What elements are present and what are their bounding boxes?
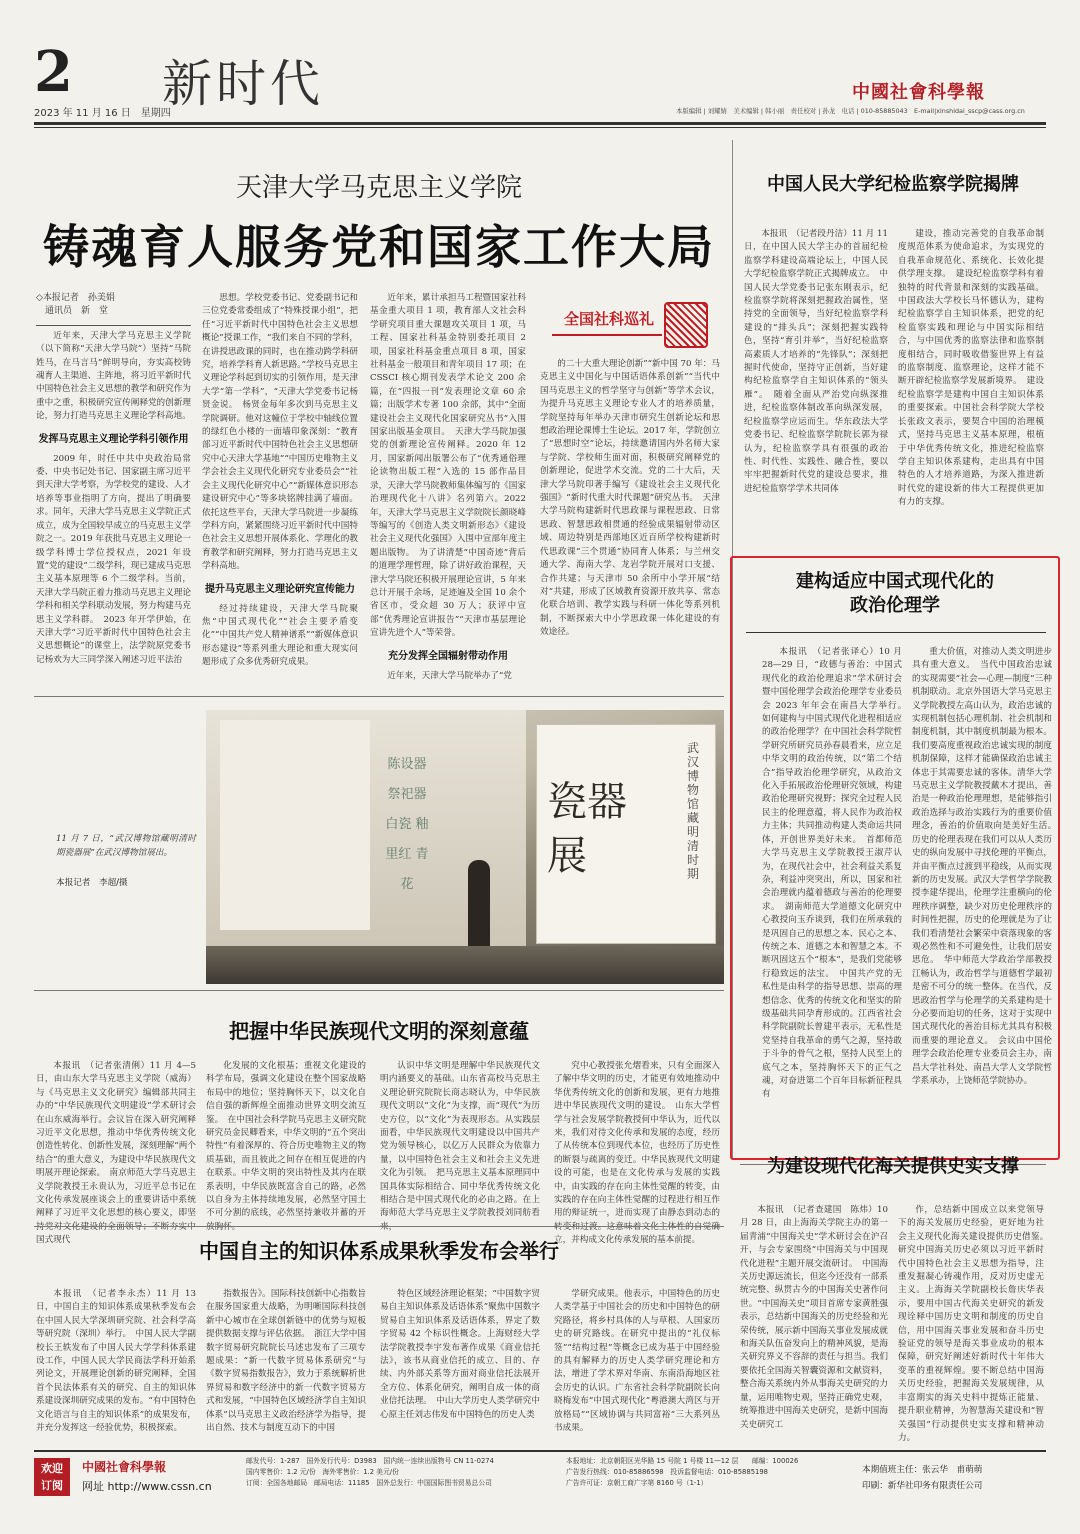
masthead-paper-name: 中國社會科學報 — [852, 82, 985, 103]
body-text: 的二十大重大理论创新”“新中国 70 年：马克思主义中国化与中国话语体系创新”“当代中国马克思主义的哲学坚守与创新”等学术会议，为提升马克思主义理论专业人才的培养质量，学院坚持每年举办天津市研究生创新论坛和思想政治理论课博士生论坛。2017 年，学院创立了“思想时空”论坛，持续邀请国内外名师大家与学院、学校师生面对面，积极研究阐释党的创新理论，促进学术交流。党的二十大后，天津大学马院印著手编写《建设社会主义现代化强国》“新时代重大时代课题”研究丛书。 天津大学马院构建新时代思政课与课程思政、日常思政、智慧思政相贯通的经验成果辐射带动区域、周边特别是西部地区近百所学校构建新时代思政课“三个贯通”协同育人体系；与兰州交通大学、海南大学、龙岩学院开展对口支援、合作共建；与天津市 50 余所中小学开展“结对”共建，形成了区域教育资源开放共享、常态化联合培训、教学实践与科研一体化等系列机制，不断探索大中小学思政课一体化建设的有效途径。 — [540, 359, 720, 638]
subhead: 提升马克思主义理论研究宣传能力 — [205, 583, 355, 595]
article-renmin — [740, 172, 1046, 552]
editor-credits: 本版编辑 | 刘耀婧 美术编辑 | 韩小丽 责任校对 | 孙龙 电话 | 010-85885043 E-mail|xinshidai_sscp@cass.org.cn — [676, 107, 1025, 115]
body-text: 作，总结新中国成立以来党领导下的海关发展历史经验，更好地为社会主义现代化海关建设提供历史借鉴。 研究中国海关历史必须以习近平新时代中国特色社会主义思想为指导，注重发掘凝心铸魂作用，反对历史虚无主义。上海海关学院副校长詹庆华表示，要用中国古代海关史研究的新发现诠释中国历史文明和制度的历史自信，用中国海关事业发展和奋斗历史验证党的领导是海关事业成功的根本保障，研究好阐述好新时代十年伟大变革的重视辉煌。要不断总结中国海关历史经验，把握海关发展规律，从丰富期实的海关史料中提炼正能量、提升职业精神，为智慧海关建设和“智关强国”行动提供史实支撑和精神动力。 — [898, 1205, 1053, 1443]
footer-info: 国内零售价：1.2 元/份 海外零售价：1.2 美元/份 — [246, 1468, 399, 1476]
exhibition-sign: 瓷器展 武汉博物馆藏明清时期 — [536, 724, 716, 944]
body-text: 2009 年，时任中共中央政治局常委、中央书记处书记、国家副主席习近平到天津大学考察，为学校党的建设、人才培养等事业指明了方向，提出了明确要求。同年，天津大学马克思主义学院正式成立，成为全国较早成立的马克思主义学院之一。2019 年获批马克思主义理论一级学科博士学位授权点，2021 年设置“党的建设”二级学科，现已建成马克思主义基本原理等 6 个二级学科。当前，天津大学马院正着力推动马克思主义理论学科和相关学科联动发展，努力构建马克思主义学科群。 2023 年开学伊始，在天津大学“习近平新时代中国特色社会主义思想概论”的课堂上，法学院原党委书记杨欢为大三同学深入阐述习近平法治 — [36, 453, 191, 665]
article-tianjin — [34, 172, 724, 692]
main-headline: 铸魂育人服务党和国家工作大局 — [43, 220, 715, 274]
body-text: 本报讯 （记者段丹洁）11 月 11 日，在中国人民大学主办的首届纪检监察学科建设高端论坛上，中国人民大学纪检监察学院正式揭牌成立。 中国人民大学党委书记张东刚表示，纪检监察学院将深刻把握政治属性，坚持党的全面领导，当好纪检监察学科建设的“排头兵”；深刻把握实践特色，坚持“育引并举”，当好纪检监察高素质人才培养的“先锋队”；深刻把握时代使命，坚持守正创新，当好建构纪检监察学自主知识体系的“领头雁”。 随着全面从严治党向纵深推进，纪检监察体制改革向纵深发展，纪检监察学应运而生。华东政法大学党委书记、纪检监察学院院长郭为禄认为，纪检监察学具有很强的政治性、时代性、实践性、融合性，要以牢牢把握新时代党的建设总要求，推进纪检监察学学术共同体 — [744, 229, 888, 494]
headline: 政治伦理学 — [850, 595, 940, 616]
body-text: 认识中华文明是理解中华民族现代文明内涵要义的基础。山东省高校马克思主义理论研究院院长商志晓认为，中华民族现代文明以“文化”为支撑，而“现代”为历史方位，以“文化”为表现形态。从实践层面看，中华民族现代文明建设以中国共产党为领导核心，以亿万人民群众为依靠力量，以中国特色社会主义和社会主义先进文化为引领。 把马克思主义基本原理同中国具体实际相结合、同中华优秀传统文化相结合是中国式现代化的必由之路。在上海师范大学马克思主义学院教授刘同舫看 — [380, 1061, 540, 1219]
kicker: 天津大学马克思主义学院 — [235, 173, 522, 203]
photo-caption: 11 月 7 日，“武汉博物馆藏明清时期瓷器展”在武汉博物馆展出。 本报记者 李超/摄 — [56, 834, 196, 888]
body-text: 指数报告》。国际科技创新中心指数旨在服务国家重大战略，为明晰国际科技创新中心城市在全球创新链中的优势与短板提供数据支撑与评估依据。 浙江大学中国数字贸易研究院院长马述忠发布了三项专题成果：“新一代数字贸易体系研究”与《数字贸易指数报告》，致力于系统解析世界贸易和数字经济中的新一代数字贸易方式和发展，“中国特色区域经济学自主知识体系”以马克思主义政治经济学为指导，提出自然、技术与制度互动下的中国 — [206, 1289, 366, 1434]
body-text: 化发展的文化根基；重视文化建设的科学布局，强调文化建设在整个国家战略布局中的地位；坚持胸怀天下，以文化自信自强的新辉煌全面推动世界文明交流互鉴。 在中国社会科学院马克思主义研究院研究员金民卿看来，中华文明的“五个突出特性”有着深厚的、符合历史唯物主义的物质基础，而且彼此之间存在相互促进的内在联系。中华文明的突出特性及其内在联系表明，中华民族既富含自己的路，必然以自身为主体持续地发展，必然坚守国土不可分割的底线，必然坚持兼收并蓄的开 — [206, 1061, 366, 1219]
footer-info: 订阅：全国各地邮局 邮局电话：11185 国外总发行：中国国际图书贸易总公司 — [246, 1479, 492, 1487]
body-text: 近年来，天津大学马院举办了“党 — [387, 670, 512, 681]
footer-paper-name: 中國社會科學報 — [82, 1460, 167, 1474]
headline: 建构适应中国式现代化的 — [796, 571, 994, 592]
article-political-ethics — [730, 556, 1060, 1160]
issue-date: 2023 年 11 月 16 日 星期四 — [34, 108, 171, 119]
section-title: 新时代 — [162, 55, 324, 113]
headline: 把握中华民族现代文明的深刻意蕴 — [229, 1019, 529, 1043]
body-text: 究中心教授张允熠看来，只有全面深入了解中华文明的历史，才能更有效地推动中华优秀传统文化的创新和发展，更有力地推进中华民族现代文明的建设。 山东大学哲学与社会发展学院教授何中华认为，近代以来，我们对待文化传承和发展的态度，经历了从传统本位到现代本位，也经历了历史性的断裂与疏离的变迁。中华民族现代文明建设的可能，也是在文化传承与发展的实践中，由实践的存在向主体性觉醒的转变，由实践的存在向主体性觉醒的过程进行相互作用的辩证统一，进而实现了由静态到动态的 立，并构成文化传承发展的基本前提。 — [554, 1061, 720, 1246]
footer — [34, 1456, 1046, 1502]
footer-info: 广告发行热线：010-85886598 投诉监督电话：010-85885198 — [566, 1468, 768, 1476]
body-text: 思想。学校党委书记、党委副书记和三位党委常委组成了“特殊授课小组”，把任“习近平新时代中国特色社会主义思想概论”授课工作，“我们来自不同的学科，在讲授思政课的同时，也在推动跨学科研究，培养学科育人新思路。”学校马克思主义理论学科起到切实的引领作用，是天津大学“第一学科”，“天津大学党委书记杨贤金说。 杨贤金每年多次到马克思主义学院调研。他对这幢位于学校中轴线位置的绿红色小楼的一面墙印象深刻：“教育部习近平新时代中国特色社会主义思想研究中心天津大学基地”“中国历史唯物主义学会社会主义现代化研究专业委员会”“社会主义现代化研究中心”“新媒体意识形态建设研究中心”等多块铭牌挂满了墙面。依托这些平台，天津大学马院进一步凝练学科方向，紧紧围绕习近平新时代中国特色社会主义思想开展体系化、学理化的教育教学和研究阐释，努力打造马克思主义学科高地。 — [202, 293, 358, 572]
body-text: 近年来，天津大学马克思主义学院（以下简称“天津大学马院”）坚持“马院姓马，在马言马”鲜明导向，夯实高校铸魂育人主渠道、主阵地，将习近平新时代中国特色社会主义思想的教学和研究作为重中之重，积极研究宣传阐释党的创新理论，努力打造马克思主义理论学科高地。 — [36, 330, 191, 422]
badge-quanguo-sheke: 全国社科巡礼 — [544, 296, 714, 356]
body-text: 本报讯 （记者张清俐）11 月 4—5 日，由山东大学马克思主义学院（威海）与《马克思主义文化研究》编辑部共同主办的“中华民族现代文明建设”学术研讨会在山东威海举行。会议旨在深入研究阐释习近平文化思想，推动中华优秀传统文化创造性转化、创新性发展，深刻理解“两个结合”的重大意义，为建设中华民族现代文明展开理论探索。 南京师范大学马克思主义学院教授王永贵认为，习近平总书记在文化传承发展座谈会上的重要讲话中系统阐释了习近平文化思想的核心要义，即坚 国式现代 — [36, 1061, 196, 1246]
masthead-rule — [34, 122, 1046, 125]
duty-editor: 本期值班主任：张云华 甫萌萌 — [862, 1465, 983, 1475]
page-number: 2 — [34, 39, 73, 105]
footer-website: 网址 http://www.cssn.cn — [82, 1480, 212, 1493]
body-text: 重大价值，对推动人类文明进步具有重大意义。 当代中国政治忠诚的实现需要“社会—心理—制度”三种机制联动。北京外国语大学马克思主义学院教授左高山认为，政治忠诚的实现机制包括心理机制、社会机制和制度机制，其中制度机制最为根本。我们要高度重视政治忠诚实现的制度机制保障，这样才能确保政治忠诚主体忠于其需要忠诚的客体。清华大学马克思主义学院教授戴木才提出，善治是一种政治伦理理想，是能够指引政治选择与政治实践行为的重要价值理念，善治的价值取向是美好生活。 历史的伦理表现在我们可以从人类历史的纵向发展中寻找伦理的平衡点，并由平衡点过渡到平稳线，从而实现新的历史发展。武汉大学哲学学院教授李建华提出，伦理学注重横向的伦理秩序调整，缺少对历史伦理秩序的时间性把握，历史的伦理就是为了让我们看清楚社会繁荣中衰落现象的客观必然性和不可避免性，让我们居安思危。 华中师范大学政治学部教授江畅认为，政治哲学与道德哲学最初是密不可分的统一整体。在当代，反思政治哲学与伦理学的关系建构是十分必要而迫切的任务，这对于实现中国式现代化的善治目标尤其具有积极而重要的理论意义。 会议由中国伦理学会政治伦理专业委员会主办，南昌大学社科处、南昌大学人文学院哲学系承办，上饶师范学院协办。 — [912, 647, 1061, 1086]
headline: 为建设现代化海关提供史实支撑 — [767, 1156, 1019, 1177]
footer-rule — [34, 1450, 1046, 1452]
byline: 通讯员 新 堂 — [36, 306, 109, 317]
footer-info: 本报地址：北京朝阳区光华路 15 号院 1 号楼 11—12 层 邮编：100026 — [566, 1457, 799, 1465]
headline: 中国人民大学纪检监察学院揭牌 — [767, 174, 1019, 195]
byline: ◇本报记者 孙美娟 — [36, 293, 115, 303]
printer: 印刷：新华社印务有限责任公司 — [862, 1481, 983, 1491]
headline: 中国自主的知识体系成果秋季发布会举行 — [199, 1239, 559, 1263]
subhead: 发挥马克思主义理论学科引领作用 — [38, 433, 189, 445]
panel-labels: 陈设器 祭祀器 白瓷 釉里红 青花 — [385, 757, 429, 892]
article-civilization — [34, 1000, 724, 1246]
article-customs — [740, 1150, 1053, 1446]
article-knowledge-system — [34, 1230, 724, 1446]
calligraphy-panel — [220, 720, 370, 930]
footer-info: 广告许可证：京朝工商广字第 8160 号（1-1） — [566, 1479, 708, 1487]
body-text: 学研究成果。他表示，中国特色的历史人类学基于中国社会的历史和中国特色的研究路径，将乡村具体的人与草根、人国家历史的研究路线。在研究中提出的“礼仪标签”“结构过程”等概念已成为基于中国经验的具有解释力的历史人类学研究理论和方法，增进了学术界对华南、东南沿海地区社会历史的认识。广东省社会科学院副院长向晓梅发布“中国式现代化”粤港澳大湾区与开放格局”“区域协调与共同富裕”三大系列丛书成果。 — [554, 1289, 720, 1434]
body-text: 经过持续建设，天津大学马院聚焦“中国式现代化”“社会主要矛盾变化”“中国共产党人精神谱系”“新媒体意识形态建设”等系列重大理论和重大现实问题形成了众多优秀研究成果。 — [202, 603, 358, 668]
body-text: 本报讯 （记者张译心）10 月 28—29 日，“政德与善治：中国式现代化的政治伦理追求”学术研讨会暨中国伦理学会政治伦理学专业委员会 2023 年年会在南昌大学举行。 如何建构与中国式现代化进程相适应的政治伦理学？在中国社会科学院哲学研究所研究员孙春晨看来，应立足中华文明的政治传统，以“第二个结合”指导政治伦理学研究，从政治文化入手拓展政治伦理研究领域，构建政治伦理研究视野；探究全过程人民民主的伦理意蕴，将人民作为政治权力主体；共同推动构建人类命运共同体，开创世界美好未来。 首都师范大学马克思主义学院教授王淑芹认为，在现代社会中，社会利益关系复杂，利益冲突突出，所以，国家和社会治理就内蕴着德政与善治的伦理要求。 湖南师范大学道德文化研究中心教授向玉乔谈到，我们在所承载的是巩固自己的思想之本、民心之本、传统之本、道德之本和智慧之本。不断巩固这五个“根本”，是我们党能够行稳致远的法宝。 中国共产党的无私性是由科学的指导思想、崇高的理想信念、优秀的传统文化和坚实的阶级基础共同孕育形成的。江西省社会科学院副院长曾建平表示，无私性是党坚持自我革命的勇气之源，坚持敢于斗争的骨气之根，坚持人民至上的底气之本，坚持胸怀天下的正气之魂，对奋进第二个百年目标新征程具有 — [762, 647, 911, 1100]
body-text: 特色区域经济理论框架；“中国数字贸易自主知识体系及话语体系”聚焦中国数字贸易自主知识体系及话语体系，界定了数字贸易 42 个标识性概念。上海财经大学法学院教授李宇发布著作成果《商业信托法》，该书从商业信托的成立、目的、存续、内外部关系等方面对商业信托法展开全方位、体系化研究，阐明自成一体的商业信托法理。 中山大学历史人类学研究中心原主任刘志伟发布中国特色的历史人类 — [380, 1289, 540, 1420]
body-text: 建设，推动完善党的自我革命制度规范体系为使命追求，为实现党的自我革命规范化、系统化、长效化提供学理支撑。 建设纪检监察学科有着独特的时代背景和深刻的实践基础。中国政法大学校长马怀德认为，建构纪检监察学自主知识体系，把党的纪检监察实践和理论与中国实际相结合，与中国优秀的监察法律和监察制度相结合，同时吸收借鉴世界上有益的监察制度、监察理论，这样才能不断开辟纪检监察学发展新境界。 建设纪检监察学是建构中国自主知识体系的重要探索。中国社会科学院大学校长张政文表示，要契合中国的治理模式，坚持马克思主义基本原理，根植于中华优秀传统文化，推进纪检监察学自主知识体系建构，走出具有中国特色的人才培养道路，为深入推进新时代党的建设新的伟大工程提供更加有力的支撑。 — [898, 229, 1044, 508]
subhead: 充分发挥全国辐射带动作用 — [388, 650, 508, 662]
subscribe-badge: 欢迎订阅 — [34, 1458, 70, 1496]
exhibition-photo — [206, 710, 724, 984]
body-text: 本报讯 （记者查建国 陈炜）10 月 28 日，由上海海关学院主办的第一届青浦“中国海关史”学术研讨会在沪召开，与会专家围绕“中国海关与中国现代化进程”主题开展交流研讨。 中国海关历史源远流长，但迄今还没有一部系统完整、纵贯古今的中国海关史著作问世。“中国海关史”项目首席专家黄胜强表示，总结新中国海关的历史经验和光荣传统，展示新中国海关事业发展成就和海关队伍奋发向上的精神风貌，是海关研究界义不容辞的责任与担当。我们要依托全国海关智囊资源和文献资料，整合海关系统内外从事海关史研究的力量，运用唯物史观，坚持正确党史观，统筹推进中国海关史研究，是新中国海关史研究工 — [740, 1205, 888, 1430]
body-text: 近年来，累计承担马工程暨国家社科基金重大项目 1 项，教育部人文社会科学研究项目重大课题攻关项目 1 项，马工程、国家社科基金特别委托项目 2 项，国家社科基金重点项目 8 项，国家社科基金一般项目和青年项目 17 项；在 CSSCI 核心期刊发表学术论文 200 余篇，在“四报一刊”发表理论文章 60 余篇；出版学术专著 100 余部，其中“全面建设社会主义现代化国家研究丛书”入围国家出版基金项目。 天津大学马院加强党的创新理论宣传阐释。2020 年 12 月，国家新闻出版署公布了“优秀通俗理论读物出版工程”入选的 15 部作品目录，天津大学马院教师集体编写的《国家治理现代化十八讲》名列第六。2022 年，天津大学马克思主义学院院长颜晓峰等编写的《创造人类文明新形态》《建设社会主义现代化强国》入围中宣部年度主题出版物。 为了讲清楚“中国奇迹”背后的道理学理哲理，除了讲好政治课程，天津大学马院还积极开展理论宣讲，5 年来总计开展千余场，足迹遍及全国 10 余个省区市，受众超 30 万人；获评中宣部“优秀理论宣讲报告”“天津市基层理论宣讲先进个人”等荣誉。 — [370, 293, 526, 639]
footer-info: 邮发代号：1-287 国外发行代号：D3983 国内统一连续出版物号 CN 11-0274 — [246, 1457, 494, 1465]
body-text: 本报讯 （记者李永杰）11 月 13 日，中国自主的知识体系成果秋季发布会在中国人民大学深圳研究院、社会科学高等研究院（深圳）举行。 中国人民大学副校长王轶发布了中国人民大学学科体系建设工作，中国人民大学民商法学科开始系列论文，开展理论创新的研究阐释，全国首个民法体系有关的研究、自主的知识体系建设深圳研究成果的发布。“有中国特色文化语言与自主的知识体系”的成果发布，并充分发挥这一经验优势，积极探索。 — [36, 1289, 196, 1434]
